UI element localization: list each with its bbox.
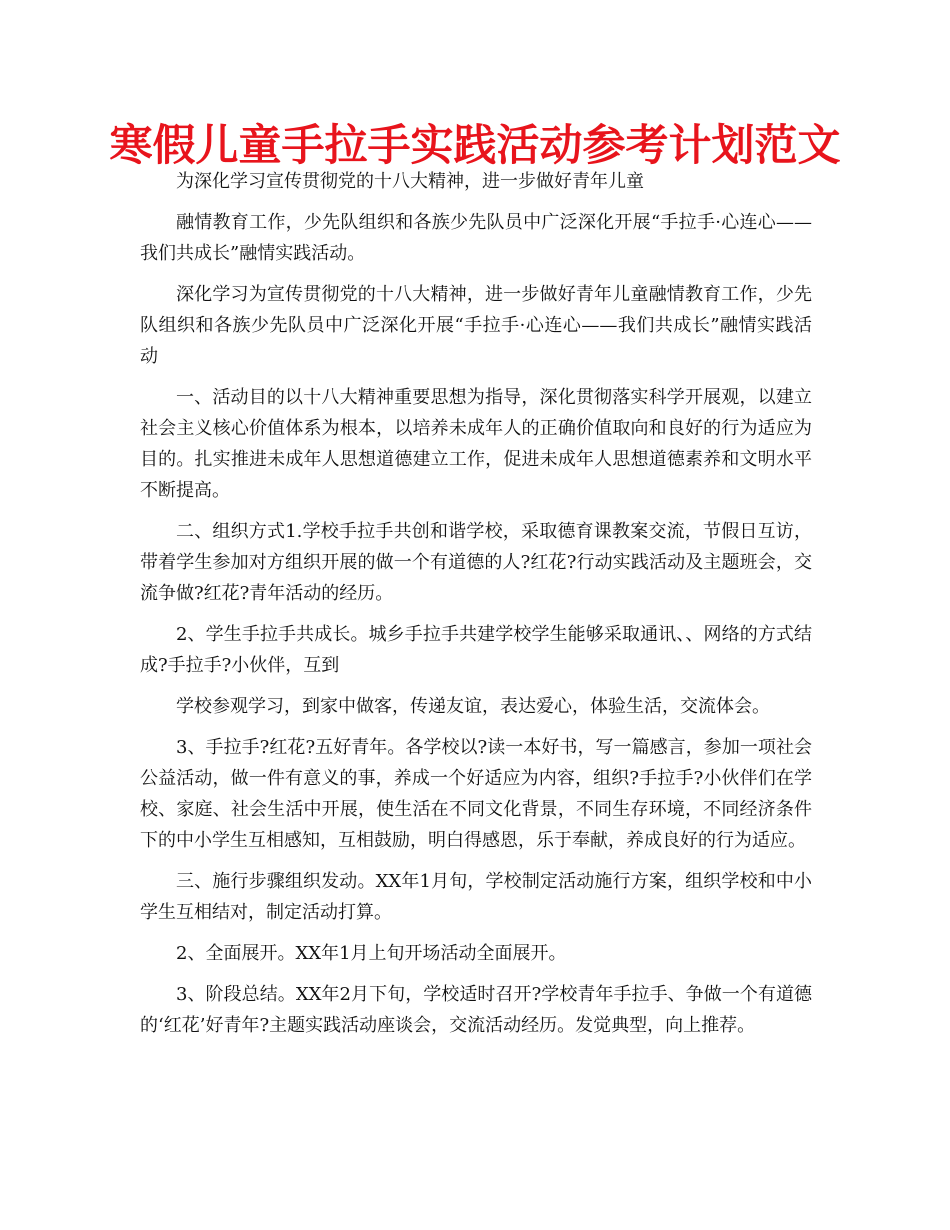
paragraph: 学校参观学习，到家中做客，传递友谊，表达爱心，体验生活，交流体会。 [176, 696, 770, 717]
paragraph: 三、施行步骤组织发动。XX年1月旬，学校制定活动施行方案，组织学校和中小学生互相结对，制定活动打算。 [140, 871, 812, 923]
paragraph: 2、全面展开。XX年1月上旬开场活动全面展开。 [176, 943, 567, 964]
paragraph: 一、活动目的以十八大精神重要思想为指导，深化贯彻落实科学开展观，以建立社会主义核心价值体系为根本，以培养未成年人的正确价值取向和良好的行为适应为目的。扎实推进未成年人思想道德建立工作，促进未成年人思想道德素养和文明水平不断提高。 [140, 387, 812, 501]
paragraph: 二、组织方式1.学校手拉手共创和谐学校，采取德育课教案交流，节假日互访，带着学生参加对方组织开展的做一个有道德的人?红花?行动实践活动及主题班会，交流争做?红花?青年活动的经历。 [140, 521, 812, 604]
paragraph: 3、阶段总结。XX年2月下旬，学校适时召开?学校青年手拉手、争做一个有道德的‘红花’好青年?主题实践活动座谈会，交流活动经历。发觉典型，向上推荐。 [140, 984, 812, 1036]
document-body [140, 166, 812, 1041]
paragraph: 深化学习为宣传贯彻党的十八大精神，进一步做好青年儿童融情教育工作，少先队组织和各族少先队员中广泛深化开展“手拉手·心连心——我们共成长”融情实践活动 [140, 284, 812, 367]
paragraph: 融情教育工作，少先队组织和各族少先队员中广泛深化开展“手拉手·心连心——我们共成长”融情实践活动。 [140, 212, 812, 264]
paragraph: 为深化学习宣传贯彻党的十八大精神，进一步做好青年儿童 [176, 171, 644, 192]
document-title: 寒假儿童手拉手实践活动参考计划范文 [109, 121, 841, 171]
paragraph: 3、手拉手?红花?五好青年。各学校以?读一本好书，写一篇感言，参加一项社会公益活动，做一件有意义的事，养成一个好适应为内容，组织?手拉手?小伙伴们在学校、家庭、社会生活中开展，使生活在不同文化背景，不同生存环境，不同经济条件下的中小学生互相感知，互相鼓励，明白得感恩，乐于奉献，养成良好的行为适应。 [140, 737, 812, 851]
paragraph: 2、学生手拉手共成长。城乡手拉手共建学校学生能够采取通讯、、网络的方式结成?手拉手?小伙伴，互到 [140, 624, 812, 676]
